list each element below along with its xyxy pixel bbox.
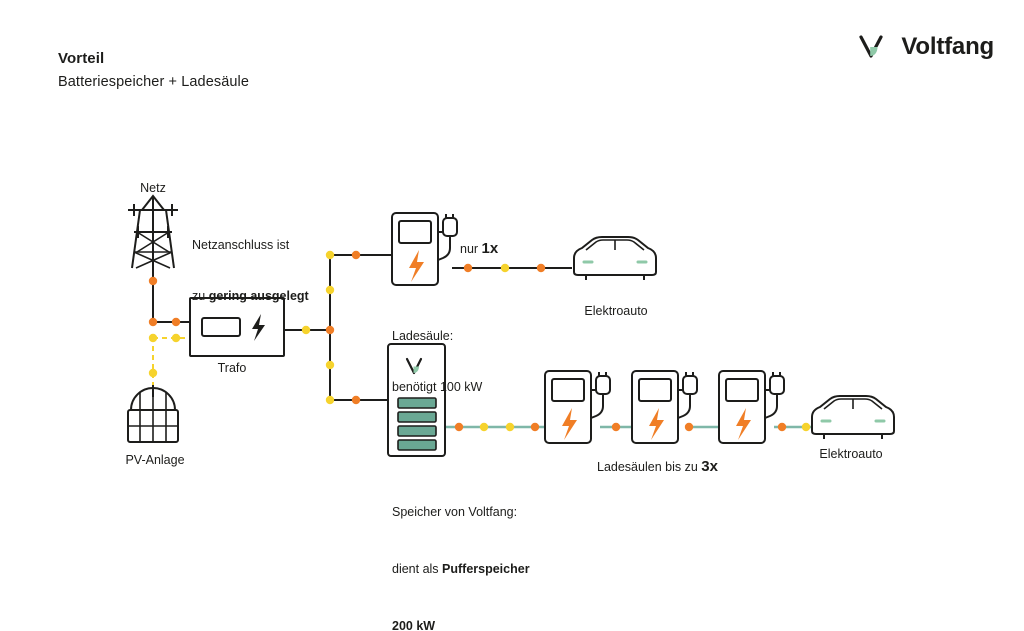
label-pv: PV-Anlage [125, 453, 185, 467]
annotation-chargers-count-bold: 3x [701, 458, 718, 475]
annotation-charger-top-line1: Ladesäule: [392, 329, 454, 343]
annotation-charger-top-line2: benötigt 100 kW [392, 380, 483, 394]
annotation-storage-line2-bold: Pufferspeicher [442, 562, 530, 576]
annotation-grid-connection-line2 [192, 288, 309, 305]
page-title: Vorteil [58, 50, 105, 67]
page-subtitle: Batteriespeicher + Ladesäule [58, 74, 250, 90]
charging-station-icon-2 [632, 371, 697, 443]
electric-car-icon-bottom [812, 396, 894, 439]
charging-station-icon-1 [545, 371, 610, 443]
annotation-grid-connection-line2-bold: gering ausgelegt [208, 289, 309, 303]
charging-station-icon-top [392, 213, 457, 285]
label-car-top: Elektroauto [584, 304, 648, 318]
brand-name: Voltfang [901, 33, 994, 60]
charging-station-icon-3 [719, 371, 784, 443]
annotation-storage [392, 465, 530, 631]
annotation-only-once-plain: nur [460, 242, 482, 256]
annotation-charger-top [392, 294, 482, 430]
label-trafo: Trafo [217, 361, 247, 375]
annotation-grid-connection-line2-plain: zu [192, 289, 209, 303]
annotation-storage-line1: Speicher von Voltfang: [392, 505, 518, 519]
annotation-only-once-bold: 1x [481, 240, 499, 257]
power-tower-icon [128, 196, 178, 268]
annotation-grid-connection-line1: Netzanschluss ist [192, 238, 290, 252]
electric-car-icon-top [574, 237, 656, 280]
solar-panel-icon [128, 385, 178, 442]
annotation-storage-line3 [392, 617, 530, 631]
label-car-bottom: Elektroauto [819, 447, 883, 461]
label-netz: Netz [140, 181, 166, 195]
annotation-storage-line3-bold: 200 kW [392, 619, 436, 631]
annotation-grid-connection [192, 203, 309, 339]
annotation-chargers-count-plain: Ladesäulen bis zu [597, 460, 702, 474]
annotation-only-once [460, 240, 498, 258]
annotation-chargers-count [597, 458, 718, 476]
annotation-storage-line2-plain: dient als [392, 562, 443, 576]
annotation-storage-line2 [392, 560, 530, 579]
